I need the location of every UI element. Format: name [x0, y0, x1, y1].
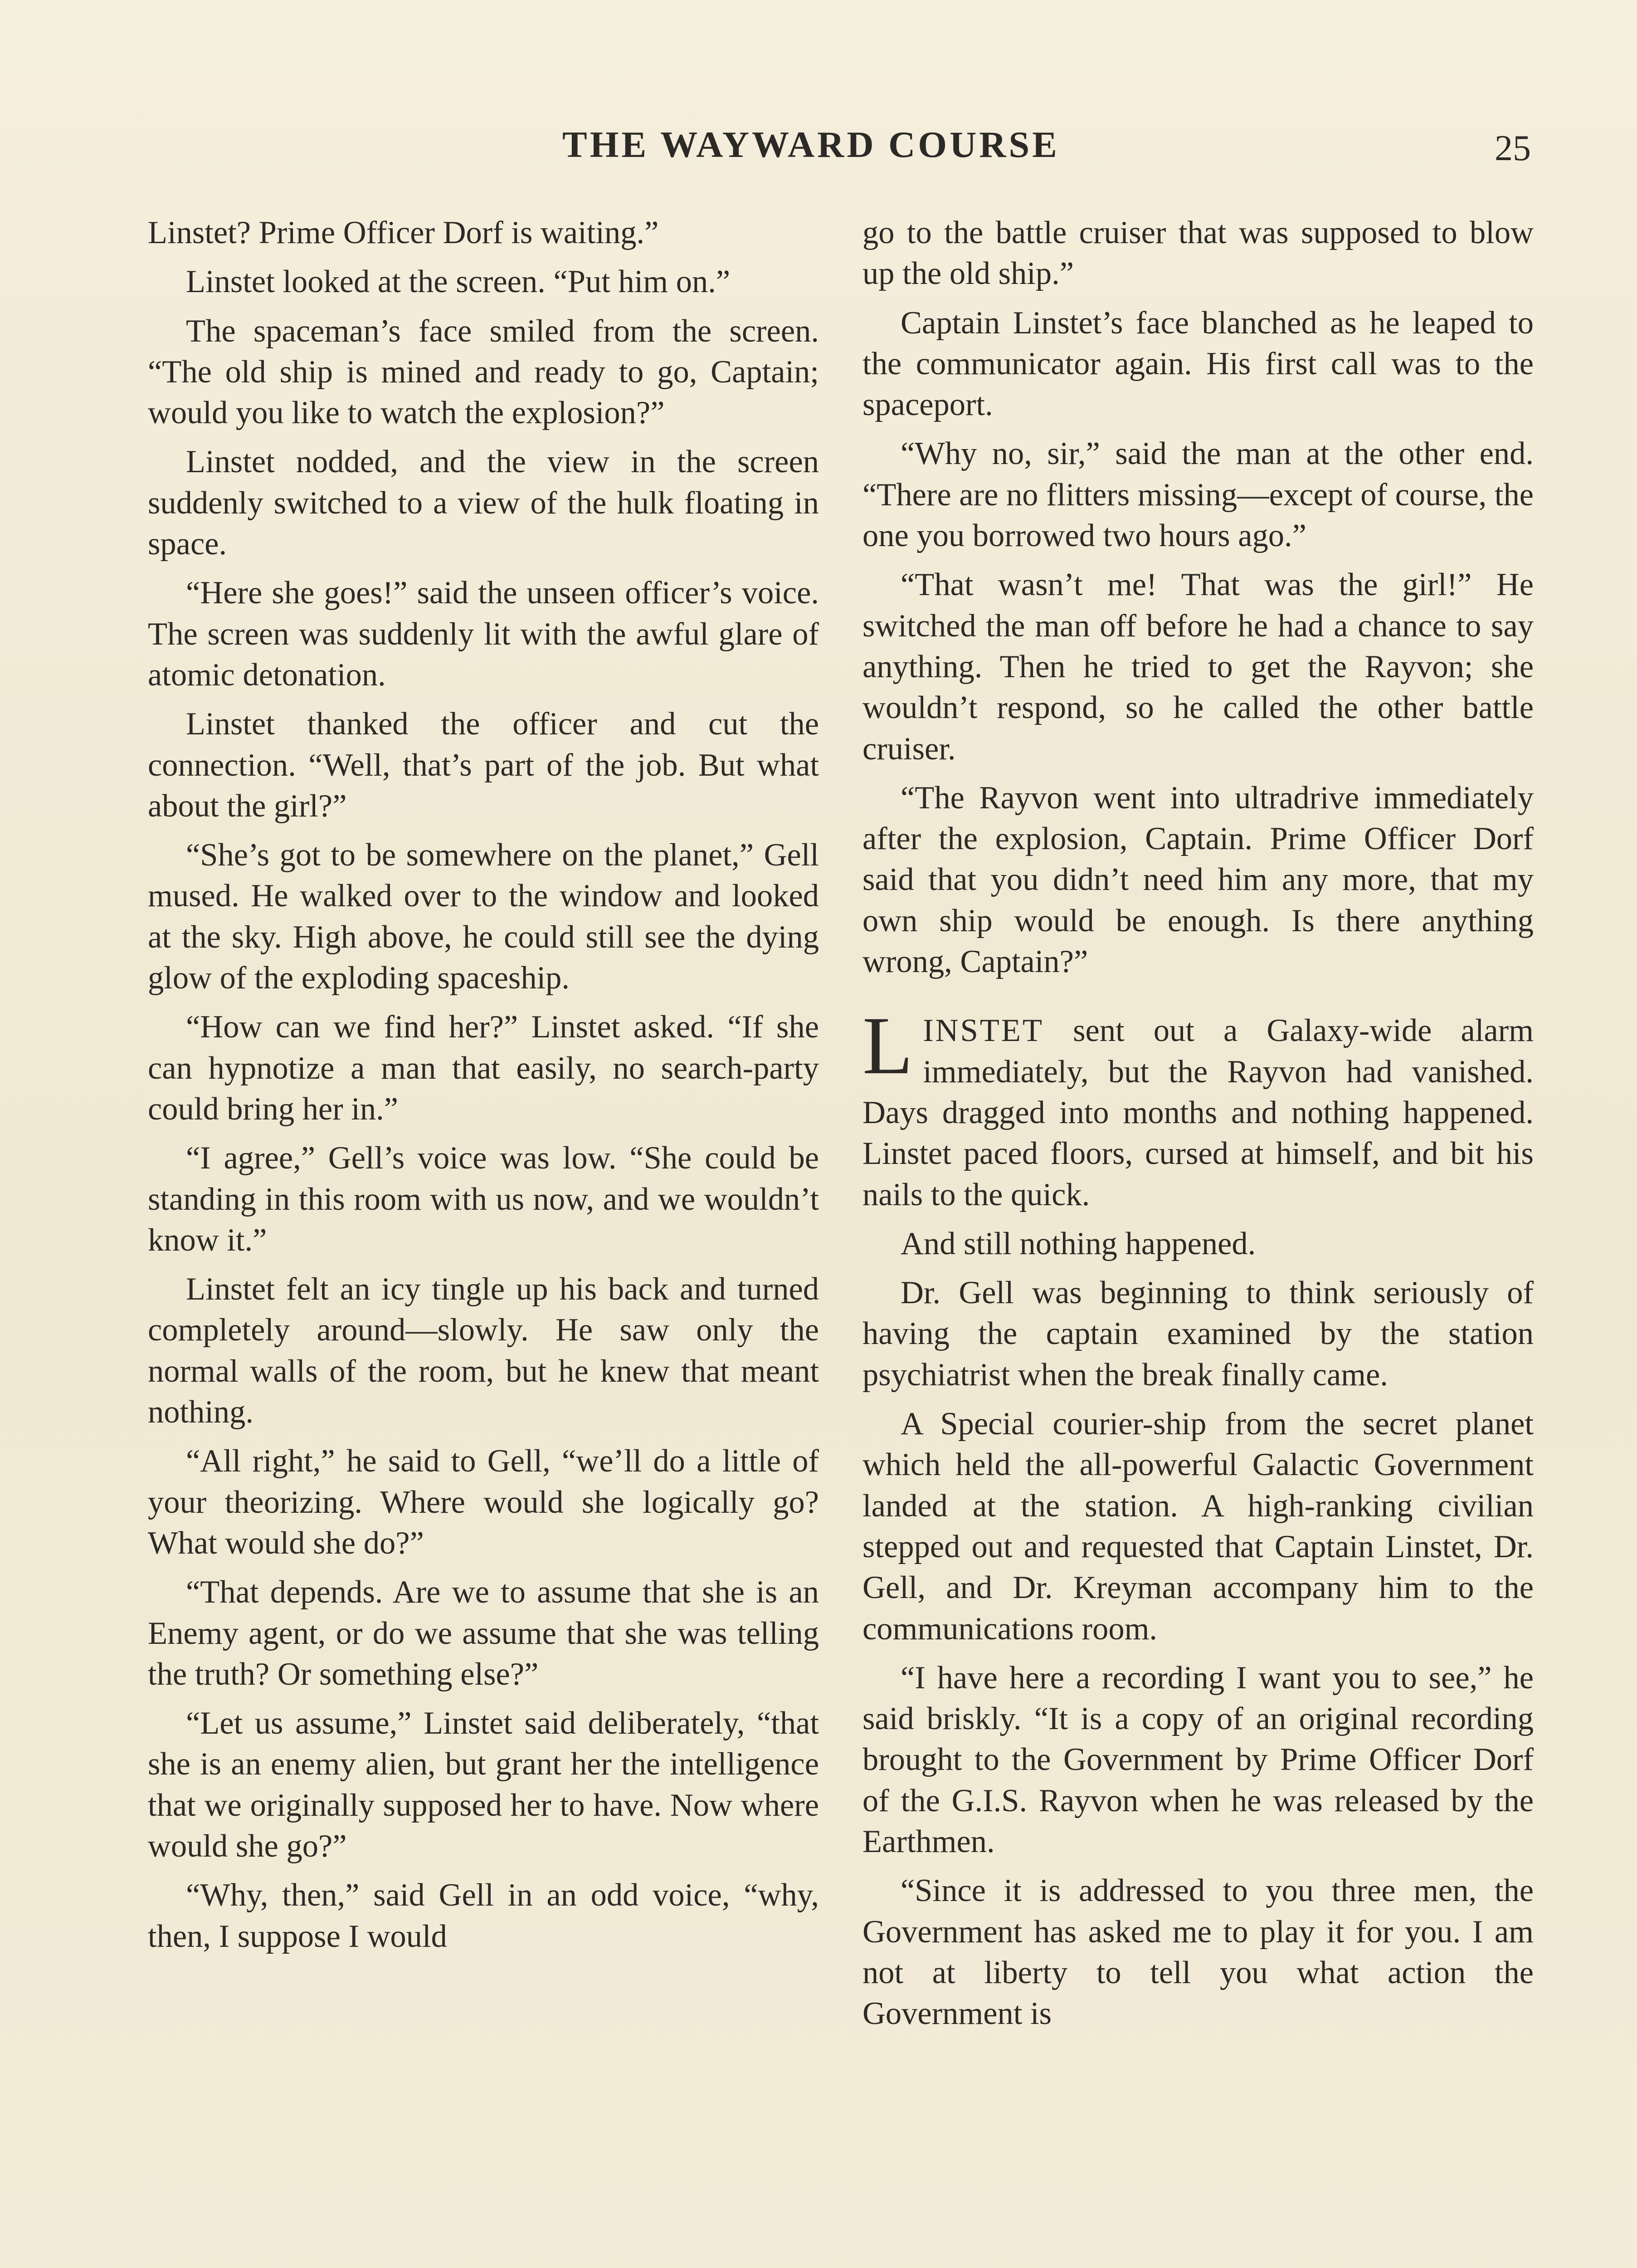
paragraph: “All right,” he said to Gell, “we’ll do a little of your theorizing. Where would she logically go? What would she do?”	[148, 1443, 819, 1561]
paragraph: Linstet? Prime Officer Dorf is waiting.”	[148, 215, 659, 250]
section-lead-word: INSTET	[923, 1013, 1044, 1049]
paragraph: Linstet nodded, and the view in the screen suddenly switched to a view of the hulk floating in space.	[148, 444, 819, 562]
right-column	[862, 212, 1534, 2268]
section-opening-paragraph	[862, 1000, 1534, 1215]
paragraph: The spaceman’s face smiled from the screen. “The old ship is mined and ready to go, Captain; would you like to watch the explosion?”	[148, 313, 819, 431]
paragraph: go to the battle cruiser that was supposed to blow up the old ship.”	[862, 215, 1534, 292]
paragraph: “Let us assume,” Linstet said deliberately, “that she is an enemy alien, but grant her the intelligence that we originally supposed her to have. Now where would she go?”	[148, 1706, 819, 1864]
paragraph: “Since it is addressed to you three men, the Government has asked me to play it for you. I am not at liberty to tell you what action the Government is	[862, 1873, 1534, 2032]
page-number: 25	[1495, 128, 1531, 168]
paragraph: “Why no, sir,” said the man at the other end. “There are no flitters missing—except of course, the one you borrowed two hours ago.”	[862, 436, 1534, 554]
paragraph: “I have here a recording I want you to see,” he said briskly. “It is a copy of an original recording brought to the Government by Prime Officer Dorf of the G.I.S. Rayvon when he was released by the Earthmen.	[862, 1660, 1534, 1859]
paragraph: Linstet thanked the officer and cut the connection. “Well, that’s part of the job. But what about the girl?”	[148, 706, 819, 824]
drop-cap: L	[862, 1000, 913, 1092]
paragraph: “How can we find her?” Linstet asked. “If she can hypnotize a man that easily, no search-party could bring her in.”	[148, 1009, 819, 1127]
paragraph: “That depends. Are we to assume that she is an Enemy agent, or do we assume that she was telling the truth? Or something else?”	[148, 1574, 819, 1692]
paragraph: Dr. Gell was beginning to think seriously of having the captain examined by the station psychiatrist when the break finally came.	[862, 1275, 1534, 1393]
paragraph: “She’s got to be somewhere on the planet,” Gell mused. He walked over to the window and looked at the sky. High above, he could still see the dying glow of the exploding spaceship.	[148, 837, 819, 996]
paragraph: “Why, then,” said Gell in an odd voice, “why, then, I suppose I would	[148, 1877, 819, 1954]
section-opening-text: sent out a Galaxy-wide alarm immediately, but the Rayvon had vanished. Days dragged into months and nothing happened. Linstet paced floors, cursed at himself, and bit his nails to the quick.	[862, 1013, 1534, 1212]
paragraph: Linstet felt an icy tingle up his back and turned completely around—slowly. He saw only the normal walls of the room, but he knew that meant nothing.	[148, 1271, 819, 1430]
paragraph: Captain Linstet’s face blanched as he leaped to the communicator again. His first call was to the spaceport.	[862, 305, 1534, 423]
paragraph: A Special courier-ship from the secret planet which held the all-powerful Galactic Government landed at the station. A high-ranking civilian stepped out and requested that Captain Linstet, Dr. Gell, and Dr. Kreyman accompany him to the communications room.	[862, 1406, 1534, 1647]
left-column	[148, 212, 819, 2268]
paragraph: Linstet looked at the screen. “Put him on.”	[186, 264, 731, 300]
running-title: THE WAYWARD COURSE	[562, 124, 1060, 165]
paragraph: “I agree,” Gell’s voice was low. “She could be standing in this room with us now, and we wouldn’t know it.”	[148, 1140, 819, 1258]
paragraph: And still nothing happened.	[901, 1226, 1256, 1261]
paragraph: “Here she goes!” said the unseen officer’s voice. The screen was suddenly lit with the awful glare of atomic detonation.	[148, 575, 819, 693]
paragraph: “That wasn’t me! That was the girl!” He switched the man off before he had a chance to say anything. Then he tried to get the Rayvon; she wouldn’t respond, so he called the other battle cruiser.	[862, 567, 1534, 767]
paragraph: “The Rayvon went into ultradrive immediately after the explosion, Captain. Prime Officer Dorf said that you didn’t need him any more, that my own ship would be enough. Is there anything wrong, Captain?”	[862, 780, 1534, 980]
